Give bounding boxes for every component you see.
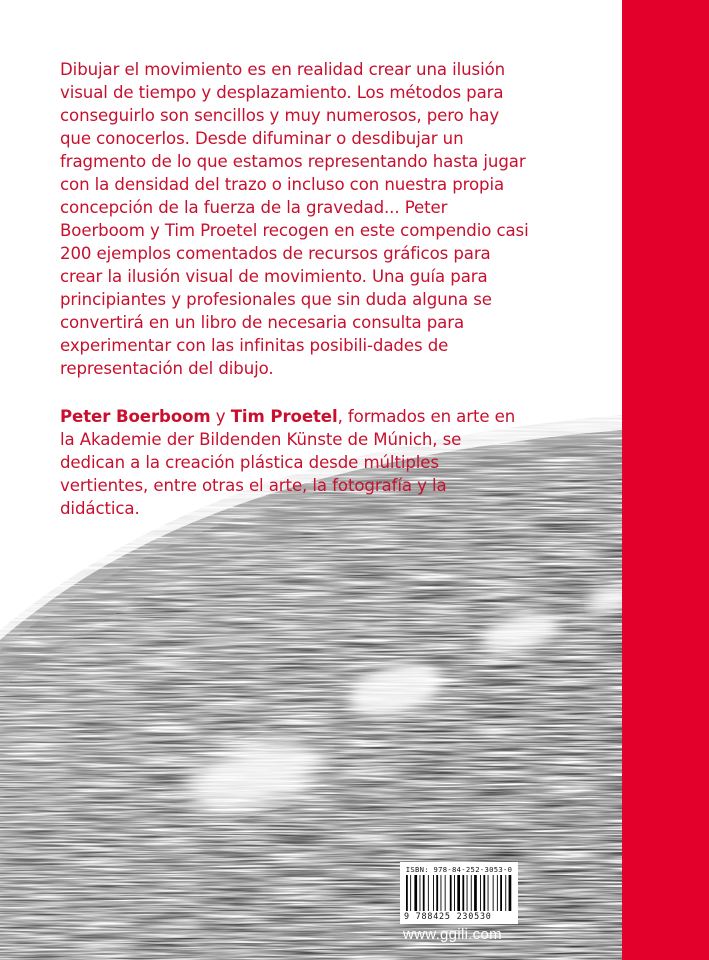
authors-paragraph	[60, 405, 530, 520]
author-name-1: Peter Boerboom	[60, 407, 211, 426]
author-connector: y	[210, 407, 231, 426]
red-side-band	[622, 0, 709, 960]
back-cover-text	[60, 58, 530, 520]
isbn-label: ISBN: 978-84-252-3053-0	[405, 865, 513, 874]
publisher-website: www.ggili.com	[403, 926, 502, 943]
barcode-bars	[404, 875, 514, 911]
description-paragraph: Dibujar el movimiento es en realidad crear una ilusión visual de tiempo y desplazamiento. Los métodos para conseguirlo son sencillos y muy numerosos, pero hay que conocerlos. Desde difuminar o desdibujar un fragmento de lo que estamos representando hasta jugar con la densidad del trazo o incluso con nuestra propia concepción de la fuerza de la gravedad... Peter Boerboom y Tim Proetel recogen en este compendio casi 200 ejemplos comentados de recursos gráficos para crear la ilusión visual de movimiento. Una guía para principiantes y profesionales que sin duda alguna se convertirá en un libro de necesaria consulta para experimentar con las infinitas posibili-dades de representación del dibujo.	[60, 60, 529, 378]
isbn-barcode	[400, 862, 518, 924]
author-name-2: Tim Proetel	[230, 407, 338, 426]
barcode-digits: 9 788425 230530	[404, 911, 492, 921]
authors-bio: , formados en arte en la Akademie der Bildenden Künste de Múnich, se dedican a la creación plástica desde múltiples vertientes, entre otras el arte, la fotografía y la didáctica.	[60, 407, 516, 518]
